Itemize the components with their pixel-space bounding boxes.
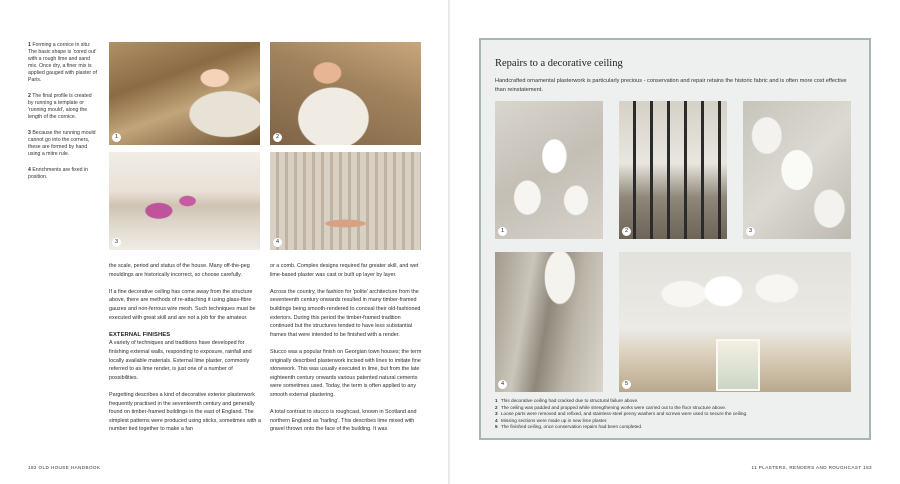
photo-number: 2 (273, 133, 282, 142)
photo-coring-cornice (109, 42, 260, 145)
box-title: Repairs to a decorative ceiling (495, 58, 623, 69)
right-page (450, 0, 900, 484)
photo-number: 5 (622, 380, 631, 389)
caption-1: 1 Forming a cornice in situ: The basic shape is 'cored out' with a rough lime and sand mix. Once dry, a finer mix is applied gauged with plaster of Paris. (28, 42, 97, 83)
photo-enrichments (270, 152, 421, 250)
paragraph: or a comb. Complex designs required far greater skill, and wet lime-based plaster was cast or built up layer by layer. (270, 263, 419, 278)
photo-number: 4 (498, 380, 507, 389)
feature-box (479, 38, 871, 440)
box-caption-4: 4 Missing sections were made up in new lime plaster. (495, 417, 608, 423)
paragraph: If a fine decorative ceiling has come away from the structure above, there are methods of re-attaching it using glass-fibre gauzes and non-ferrous wire mesh. Such techniques must be executed with great skill and are not a job for the amateur. (109, 288, 256, 321)
photo-number: 3 (746, 227, 755, 236)
paragraph: Pargetting describes a kind of decorative exterior plasterwork frequently practised in the seventeenth century and generally found on timber-framed buildings in the east of England. The simplest patterns were produced using sticks, sometimes with a number tied together to make a fan (109, 391, 261, 433)
photo-refixed-ceiling (743, 101, 851, 239)
photo-cracked-ceiling (495, 101, 603, 239)
section-heading: EXTERNAL FINISHES (109, 331, 171, 338)
box-caption-3: 3 Loose parts were removed and refixed, and stainless-steel penny washers and screws were used to secure the ceiling. (495, 411, 748, 417)
paragraph: Across the country, the fashion for 'polite' architecture from the seventeenth century onwards resulted in many timber-framed buildings being smooth-rendered to conceal their old-fashioned exteriors. During this period the timber-framed tradition continued but the structures tended to have less substantial frames that were intended to be finished with a render. (270, 288, 421, 338)
box-captions (495, 398, 865, 431)
photo-running-mould (270, 42, 421, 145)
photo-number: 4 (273, 238, 282, 247)
photo-number: 1 (112, 133, 121, 142)
box-caption-1: 1 This decorative ceiling had cracked due to structural failure above. (495, 398, 639, 403)
photo-number: 3 (112, 238, 121, 247)
photo-finished-ceiling (619, 252, 851, 392)
box-caption-5: 5 The finished ceiling, once conservation repairs had been completed. (495, 424, 643, 430)
paragraph: Stucco was a popular finish on Georgian town houses; the term originally described plasterwork incised with lines to imitate fine stonework. This was usually executed in lime, but from the late eighteenth century onwards various patented natural cements were sometimes used. Today, the term is often applied to any smooth external plastering. (270, 348, 422, 398)
box-caption-2: 2 The ceiling was padded and propped while strengthening works were carried out to the floor structure above. (495, 404, 727, 410)
photo-captions (28, 42, 98, 190)
paragraph: the scale, period and status of the house. Many off-the-peg mouldings are historically incorrect, so choose carefully. (109, 263, 250, 278)
photo-number: 1 (498, 227, 507, 236)
caption-3: 3 Because the running mould cannot go into the corners, these are formed by hand using a mitre rule. (28, 130, 96, 157)
paragraph: A variety of techniques and traditions have developed for finishing external walls, responding to exposure, rainfall and locally available materials. External lime plaster, commonly referred to as lime render, is just one of a number of possibilities. (109, 340, 252, 381)
page-footer-left: 182 OLD HOUSE HANDBOOK (28, 465, 101, 470)
paragraph: A total contrast to stucco is roughcast, known in Scotland and northern England as 'harling'. This describes lime mixed with gravel thrown onto the face of the building. It was (270, 409, 417, 433)
caption-4: 4 Enrichments are fixed in position. (28, 167, 88, 180)
text-column-b (270, 262, 423, 442)
page-footer-right: 11 PLASTERS, RENDERS AND ROUGHCAST 183 (751, 465, 872, 470)
photo-mitre-corner (109, 152, 260, 250)
box-intro: Handcrafted ornamental plasterwork is particularly precious - conservation and repair retains the historic fabric and is often more cost effective than reinstatement. (495, 78, 847, 94)
photo-made-up-sections (495, 252, 603, 392)
caption-2: 2 The final profile is created by running a template or 'running mould', along the length of the cornice. (28, 93, 92, 120)
photo-propped-ceiling (619, 101, 727, 239)
photo-number: 2 (622, 227, 631, 236)
text-column-a (109, 262, 262, 442)
